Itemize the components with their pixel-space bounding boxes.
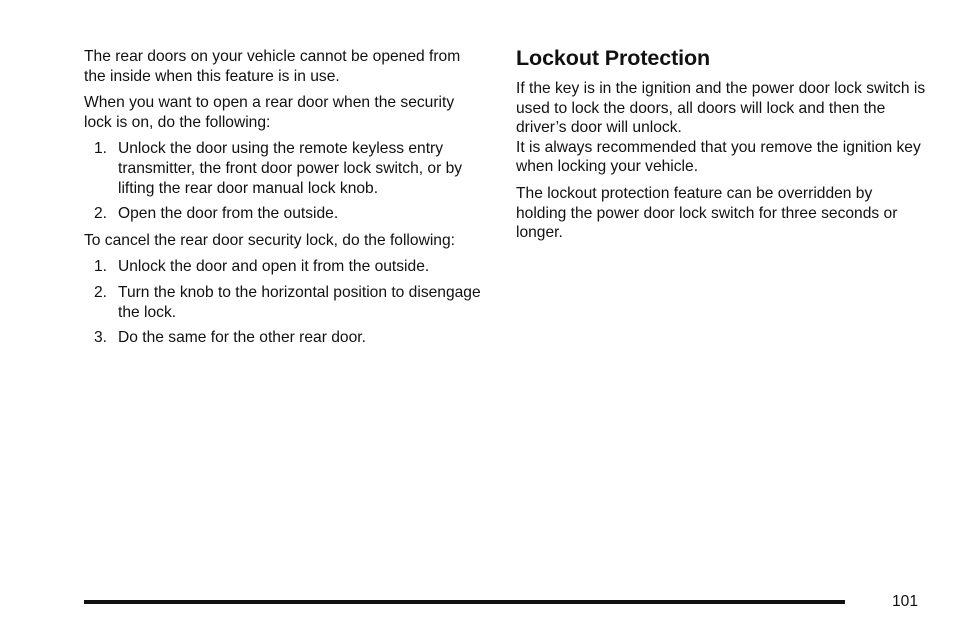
step-text: Turn the knob to the horizontal position to disengage the lock. [118,283,481,321]
step-text: Do the same for the other rear door. [118,329,366,347]
intro-paragraph: The rear doors on your vehicle cannot be opened from the inside when this feature is in use. [84,48,461,85]
lockout-paragraph-a: If the key is in the ignition and the power door lock switch is used to lock the doors, all doors will lock and then the driver’s door will unlock. [516,80,926,137]
list-item [84,204,484,224]
list-item [84,328,484,348]
left-column [84,47,484,355]
list-item [84,257,484,277]
step-text: Unlock the door and open it from the outside. [118,258,430,276]
list-item [84,283,484,322]
list-item [84,139,484,198]
section-heading: Lockout Protection [516,46,711,70]
right-column [516,44,926,250]
cancel-lock-steps [84,257,484,347]
step-text: Open the door from the outside. [118,205,339,223]
cancel-instructions-intro: To cancel the rear door security lock, do the following: [84,231,455,249]
open-instructions-intro: When you want to open a rear door when the security lock is on, do the following: [84,94,455,131]
override-paragraph: The lockout protection feature can be overridden by holding the power door lock switch for three seconds or longer. [516,184,898,242]
step-number: 1. [94,140,108,158]
footer-rule [84,600,845,604]
step-number: 3. [94,329,108,347]
lockout-paragraph-b: It is always recommended that you remove the ignition key when locking your vehicle. [516,138,921,176]
step-text: Unlock the door using the remote keyless entry transmitter, the front door power lock switch, or by lifting the rear door manual lock knob. [118,140,463,197]
page-number: 101 [891,593,918,610]
open-door-steps [84,139,484,223]
step-number: 2. [94,283,108,301]
step-number: 1. [94,258,108,276]
step-number: 2. [94,205,108,223]
